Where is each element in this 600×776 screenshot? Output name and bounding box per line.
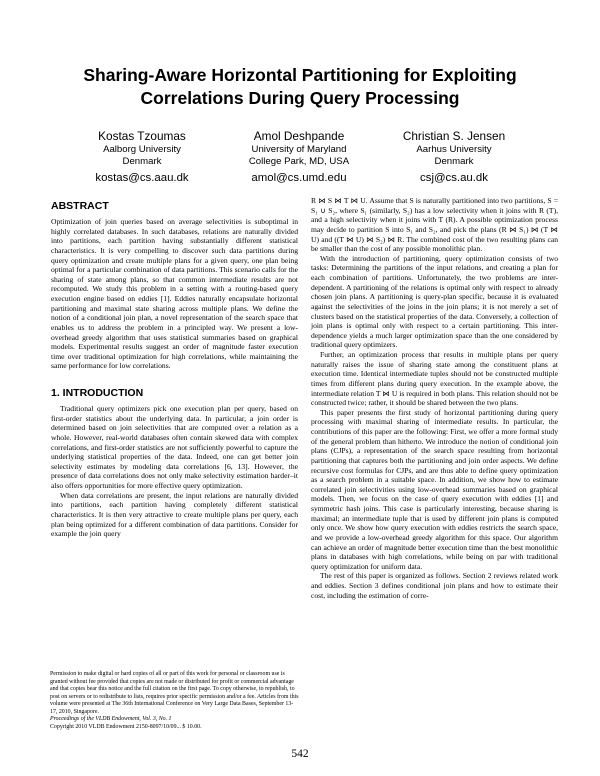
abstract-text: Optimization of join queries based on average selectivities is suboptimal in highly correlated databases. In such databases, relations are naturally divided into partitions, each partition having substantially different statistical characteristics. It is very compelling to discover such data partitions during query optimization and create multiple plans for a given query, one plan being optimal for a particular combination of data partitions. This scenario calls for the sharing of state among plans, so that common intermediate results are not recomputed. We study this problem in a setting with a routing-based query execution engine based on eddies [1]. Eddies naturally encapsulate horizontal partitioning and maximal state sharing across multiple plans. We define the notion of a conditional join plan, a novel representation of the search space that enables us to address the problem in a principled way. We present a low-overhead greedy algorithm that uses statistical summaries based on graphical models. Experimental results suggest an order of magnitude faster execution time over traditional optimization for high correlations, while maintaining the same performance for low correlations. [51, 217, 298, 371]
paper-title [40, 64, 560, 110]
title-line-1: Sharing-Aware Horizontal Partitioning for Exploiting [83, 65, 517, 85]
author-affiliation: University of Maryland [251, 144, 347, 155]
right-column [311, 196, 558, 600]
author-location: College Park, MD, USA [248, 155, 350, 167]
intro-paragraph-1: Traditional query optimizers pick one execution plan per query, based on first-order statistics about the underlying data. In particular, a join order is determined based on join selectivities that are computed over a relation as a whole. However, real-world databases often contain skewed data with complex correlations, and first-order statistics are not sufficiently powerful to capture the underlying statistical properties of the data. Indeed, one can get better join selectivity estimates by modeling data correlations [6, 13]. However, the presence of data correlations does not only make selectivity estimation harder–it also offers opportunities for more effective query optimization. [51, 404, 298, 490]
abstract-heading: ABSTRACT [51, 200, 109, 212]
intro-paragraph-2: When data correlations are present, the input relations are naturally divided into partitions, each partition having completely different statistical characteristics. It is then very attractive to create multiple plans per query, each plan being optimized for a different combination of data partitions. Consider for example the join query [51, 490, 298, 539]
introduction-heading: 1. INTRODUCTION [51, 387, 144, 399]
right-paragraph-1: R ⋈ S ⋈ T ⋈ U. Assume that S is naturally partitioned into two partitions, S = S₁ ∪ S₂, where S₁ (similarly, S₂) has a low selectivity when it joins with R (T), and a high selectivity when it joins with T (R). A possible optimization process may decide to partition S into S₁ and S₂, and pick the plans (R ⋈ S₁) ⋈ (T ⋈ U) and ((T ⋈ U) ⋈ S₂) ⋈ R. The combined cost of the two resulting plans can be smaller than the cost of any possible monolithic plan. [311, 196, 558, 254]
author-3 [379, 129, 529, 185]
author-name: Christian S. Jensen [402, 129, 506, 143]
copyright-footnote [50, 671, 300, 731]
author-email: amol@cs.umd.edu [251, 172, 347, 184]
author-affiliation: Aalborg University [103, 144, 181, 155]
right-paragraph-5: The rest of this paper is organized as follows. Section 2 reviews related work and eddies. Section 3 defines conditional join plans and how to estimate their cost, including the estimation of corre- [311, 571, 558, 600]
right-paragraph-3: Further, an optimization process that results in multiple plans per query naturally raises the issue of sharing state among the constituent plans at execution time. Identical intermediate tuples should not be constructed multiple times from different plans during query execution. In the example above, the intermediate relation T ⋈ U is required in both plans. This relation should not be constructed twice; rather, it should be shared between the two plans. [311, 350, 558, 408]
left-column [51, 200, 298, 539]
author-email: csj@cs.au.dk [420, 172, 488, 184]
author-affiliation: Aarhus University [416, 144, 492, 155]
author-email: kostas@cs.aau.dk [95, 172, 189, 184]
author-2 [224, 129, 374, 185]
permission-notice: Permission to make digital or hard copies of all or part of this work for personal or classroom use is granted without fee provided that copies are not made or distributed for profit or commercial advantage and that copies bear this notice and the full citation on the first page. To copy otherwise, to republish, to post on servers or to redistribute to lists, requires prior specific permission and/or a fee. Articles from this volume were presented at The 36th International Conference on Very Large Data Bases, September 13-17, 2010, Singapore. [50, 671, 299, 715]
author-1 [67, 129, 217, 185]
page-number: 542 [291, 748, 309, 760]
right-paragraph-2: With the introduction of partitioning, query optimization consists of two tasks: Determining the partitions of the input relations, and creating a plan for each combination of partitions. Unfortunately, the two problems are inter-dependent. A partitioning of the relations is optimal only with respect to already chosen join plans. A partitioning is query-plan specific, because it is evaluated against the selectivities of the joins in the join plans; it is not merely a set of clusters based on the statistical properties of the data. Conversely, a collection of join plans is optimal only with respect to a certain partitioning. This inter-dependence yields a much larger optimization space than the one considered by traditional query optimizers. [311, 253, 558, 350]
copyright-line: Copyright 2010 VLDB Endowment 2150-8097/10/09... $ 10.00. [50, 723, 202, 730]
title-line-2: Correlations During Query Processing [140, 88, 460, 108]
right-paragraph-4: This paper presents the first study of horizontal partitioning during query processing with maximal sharing of intermediate results. In particular, the contributions of this paper are the following: First, we offer a more formal study of the general problem than hitherto. We introduce the notion of conditional join plans (CJPs), a representation of the search space resulting from horizontal partitioning that captures both the partitioning and join order aspects. We define recursive cost formulas for CJPs, and are thus able to define query optimization as a search problem in a suitable space. In addition, we show how to estimate correlated join selectivities using low-overhead summaries based on graphical models. Then, we focus on the case of query execution with eddies [1] and symmetric hash joins. This case is particularly interesting, because sharing is maximal; an intermediate tuple that is used by different join plans is computed only once. We show how query execution with eddies restricts the search space, and we provide a low-overhead greedy algorithm for this space. Our algorithm can achieve an order of magnitude better execution time than the best monolithic plans in databases with high correlations, while being on par with traditional query optimization for uniform data. [311, 407, 558, 571]
author-name: Kostas Tzoumas [98, 129, 186, 143]
author-name: Amol Deshpande [253, 129, 345, 143]
author-location: Denmark [434, 155, 474, 167]
author-location: Denmark [122, 155, 162, 167]
proceedings-line: Proceedings of the VLDB Endowment, Vol. 3, No. 1 [50, 716, 172, 722]
